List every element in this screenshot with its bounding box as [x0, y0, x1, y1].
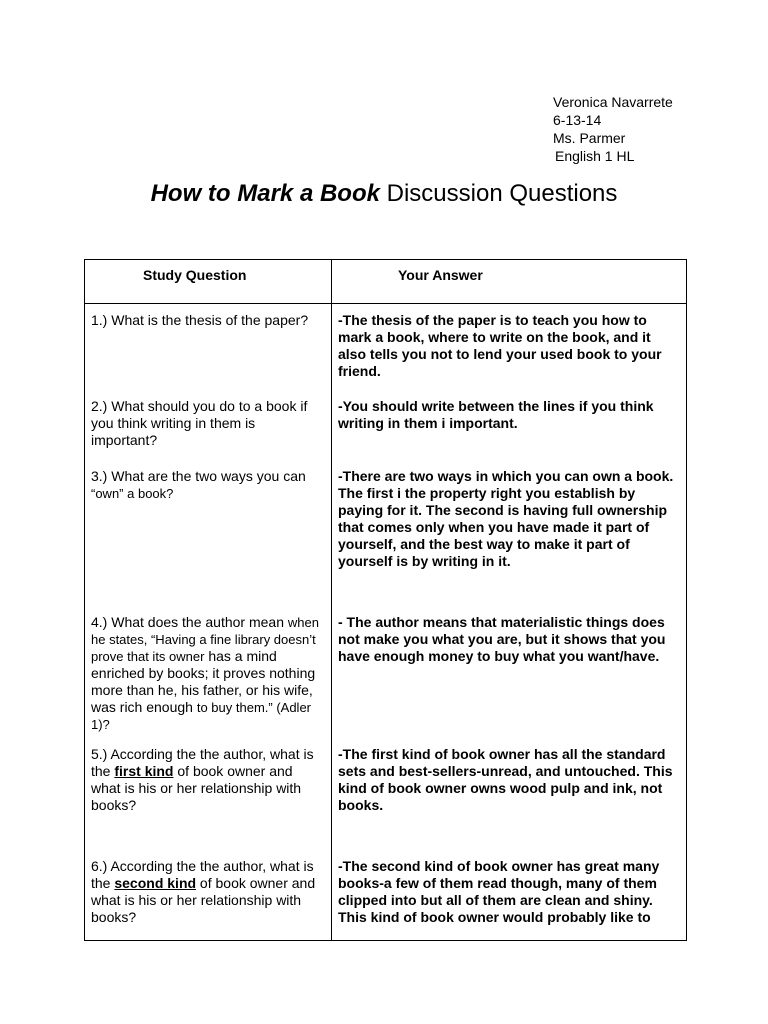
question-cell: 1.) What is the thesis of the paper? [85, 304, 332, 391]
title-suffix: Discussion Questions [379, 180, 618, 207]
answer-cell: -The second kind of book owner has great many books-a few of them read though, many of them clipped into but all of them are clean and shiny. This kind of book owner would probably like to [332, 850, 687, 941]
student-name: Veronica Navarrete [553, 94, 673, 110]
question-answer-table [84, 259, 687, 941]
answer-cell: -There are two ways in which you can own a book. The first i the property right you establish by paying for it. The second is having full ownership that comes only when you have made it part of yourself, and the best way to make it part of yourself is by writing in it. [332, 460, 687, 606]
answer-cell: -The first kind of book owner has all the standard sets and best-sellers-unread, and untouched. This kind of book owner owns wood pulp and ink, not books. [332, 738, 687, 850]
question-text-continued: of book owner and what is his or her relationship with books? [91, 763, 302, 813]
column-header-study-question: Study Question [85, 260, 332, 304]
question-text-citation: to buy them.” (Adler 1)? [91, 700, 311, 732]
answer-cell: -The thesis of the paper is to teach you how to mark a book, where to write on the book, and it also tells you not to lend your used book to your friend. [332, 304, 687, 391]
document-title [0, 178, 768, 210]
question-cell [85, 606, 332, 738]
answer-cell: - The author means that materialistic things does not make you what you are, but it shows that you have enough money to buy what you want/have. [332, 606, 687, 738]
table-header-row [85, 260, 687, 304]
student-header [553, 93, 673, 165]
question-text: 4.) What does the author mean [91, 614, 284, 630]
question-text: 3.) What are the two ways you can [91, 468, 306, 484]
question-text: 5.) According the the author, what is the [91, 746, 314, 779]
question-cell [85, 738, 332, 850]
table-row [85, 606, 687, 738]
column-header-your-answer: Your Answer [332, 260, 687, 304]
book-title: How to Mark a Book [150, 180, 380, 207]
question-text-quoted: when he states, “Having a fine library doesn’t prove that its owner [91, 615, 319, 664]
question-text-continued: of book owner and what is his or her relationship with books? [91, 875, 316, 925]
question-cell [85, 460, 332, 606]
table-row [85, 460, 687, 606]
table-row [85, 304, 687, 391]
question-text-continued: has a mind enriched by books; it proves nothing more than he, his father, or his wife, was rich enough [91, 648, 316, 715]
question-text-quoted: “own” a book? [91, 486, 174, 501]
table-row [85, 390, 687, 460]
question-cell: 2.) What should you do to a book if you think writing in them is important? [85, 390, 332, 460]
question-cell [85, 850, 332, 941]
question-emphasis: first kind [114, 763, 174, 779]
table-row [85, 738, 687, 850]
class-name: English 1 HL [555, 148, 635, 164]
assignment-date: 6-13-14 [553, 112, 602, 128]
question-emphasis: second kind [114, 875, 197, 891]
teacher-name: Ms. Parmer [553, 130, 626, 146]
table-row [85, 850, 687, 941]
answer-cell: -You should write between the lines if you think writing in them i important. [332, 390, 687, 460]
question-text: 6.) According the the author, what is the [91, 858, 314, 891]
